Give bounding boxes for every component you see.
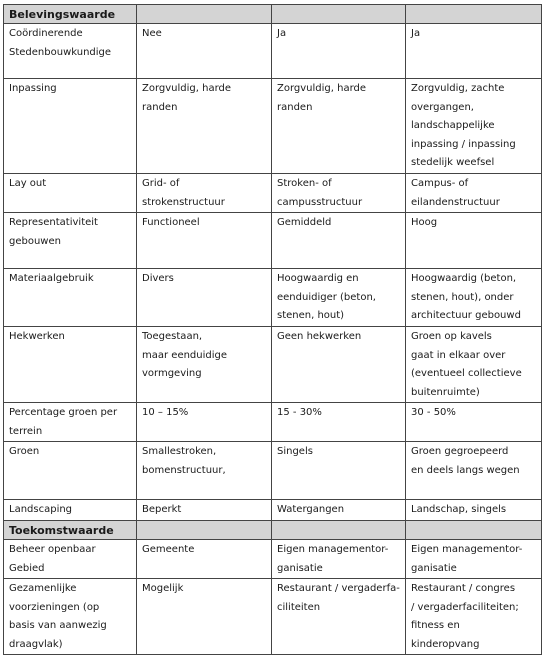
table-cell: 30 - 50% <box>406 403 542 442</box>
table-row <box>4 213 542 269</box>
section-header-cell <box>137 521 272 540</box>
table-row <box>4 500 542 521</box>
table-row <box>4 269 542 327</box>
table-cell: Toegestaan, maar eenduidige vormgeving <box>137 327 272 403</box>
table-cell: Landschap, singels <box>406 500 542 521</box>
row-label: Percentage groen per terrein <box>4 403 137 442</box>
row-label: Hekwerken <box>4 327 137 403</box>
section-title: Toekomstwaarde <box>4 521 137 540</box>
table-cell: Nee <box>137 24 272 79</box>
row-label: Gezamenlijke voorzieningen (op basis van aanwezig draagvlak) <box>4 579 137 655</box>
table-cell: Zorgvuldig, harde randen <box>272 79 406 174</box>
table-cell: Zorgvuldig, harde randen <box>137 79 272 174</box>
table-cell: Smallestroken, bomenstructuur, <box>137 442 272 500</box>
section-header-row <box>4 521 542 540</box>
table-row <box>4 79 542 174</box>
table-cell: Zorgvuldig, zachte overgangen, landschappelijke inpassing / inpassing stedelijk weefsel <box>406 79 542 174</box>
table-row <box>4 327 542 403</box>
table-row <box>4 579 542 655</box>
table-cell: Grid- of strokenstructuur <box>137 174 272 213</box>
table-row <box>4 442 542 500</box>
section-header-cell <box>137 5 272 24</box>
table-cell: Divers <box>137 269 272 327</box>
table-cell: Hoogwaardig (beton, stenen, hout), onder architectuur gebouwd <box>406 269 542 327</box>
row-label: Inpassing <box>4 79 137 174</box>
section-header-row <box>4 5 542 24</box>
table-cell: 15 - 30% <box>272 403 406 442</box>
table-cell: Groen gegroepeerd en deels langs wegen <box>406 442 542 500</box>
table-cell: Gemiddeld <box>272 213 406 269</box>
row-label: Representativiteit gebouwen <box>4 213 137 269</box>
table-cell: Restaurant / congres / vergaderfaciliteiten; fitness en kinderopvang <box>406 579 542 655</box>
row-label: Materiaalgebruik <box>4 269 137 327</box>
table-cell: Hoogwaardig en eenduidiger (beton, stenen, hout) <box>272 269 406 327</box>
row-label: Landscaping <box>4 500 137 521</box>
table-cell: Singels <box>272 442 406 500</box>
table-cell: Groen op kavels gaat in elkaar over (eventueel collectieve buitenruimte) <box>406 327 542 403</box>
table-cell: Campus- of eilandenstructuur <box>406 174 542 213</box>
table-cell: Ja <box>406 24 542 79</box>
table-row <box>4 403 542 442</box>
table-cell: Geen hekwerken <box>272 327 406 403</box>
row-label: Lay out <box>4 174 137 213</box>
table-cell: Restaurant / vergaderfa- ciliteiten <box>272 579 406 655</box>
row-label: Beheer openbaar Gebied <box>4 540 137 579</box>
table-cell: Eigen managementor- ganisatie <box>406 540 542 579</box>
section-header-cell <box>272 521 406 540</box>
table-cell: Functioneel <box>137 213 272 269</box>
row-label: Coördinerende Stedenbouwkundige <box>4 24 137 79</box>
table-cell: Beperkt <box>137 500 272 521</box>
table-row <box>4 540 542 579</box>
table-cell: Ja <box>272 24 406 79</box>
table-row <box>4 24 542 79</box>
table-cell: Watergangen <box>272 500 406 521</box>
section-header-cell <box>406 5 542 24</box>
table-cell: Mogelijk <box>137 579 272 655</box>
row-label: Groen <box>4 442 137 500</box>
table-body <box>4 5 542 655</box>
section-title: Belevingswaarde <box>4 5 137 24</box>
table-cell: 10 – 15% <box>137 403 272 442</box>
section-header-cell <box>406 521 542 540</box>
table-cell: Hoog <box>406 213 542 269</box>
table-row <box>4 174 542 213</box>
table-cell: Gemeente <box>137 540 272 579</box>
section-header-cell <box>272 5 406 24</box>
comparison-table <box>3 4 542 655</box>
table-cell: Stroken- of campusstructuur <box>272 174 406 213</box>
table-cell: Eigen managementor- ganisatie <box>272 540 406 579</box>
